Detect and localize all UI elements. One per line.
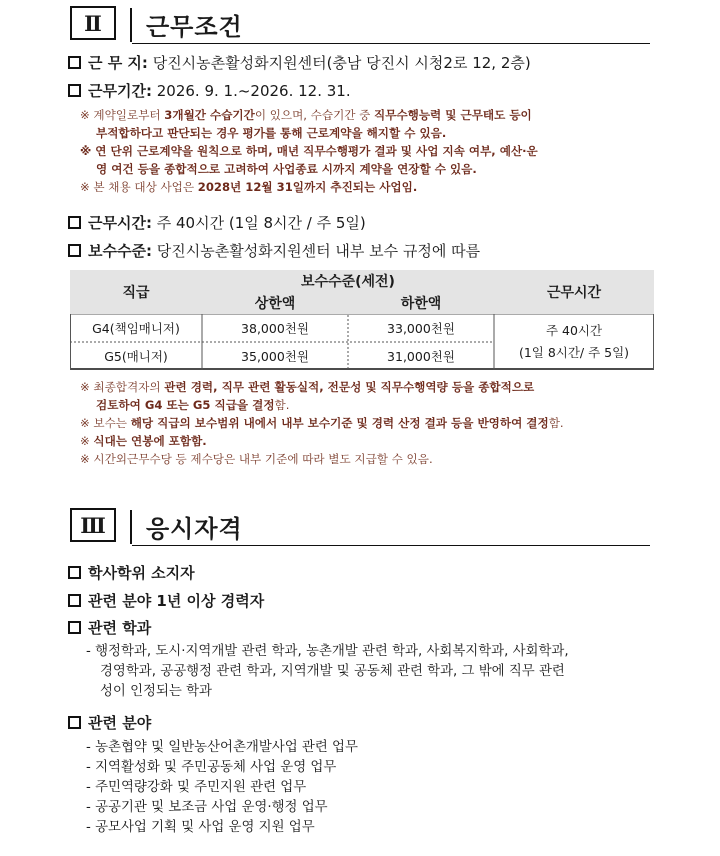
table-cell-hours: 주 40시간 (1일 8시간/ 주 5일) — [518, 322, 630, 360]
section-divider — [130, 8, 132, 42]
checkbox-square-icon — [68, 56, 81, 69]
probation-note: ※ 계약일로부터 3개월간 수습기간이 있으며, 수습기간 중 직무수행능력 및 근무태도 등이 부적합하다고 판단되는 경우 평가를 통해 근로계약을 해지할 수 있음. ※ 연 단위 근로계약을 원칙으로 하며, 매년 직무수행평가 결과 및 사업 지속 여부, 예산·운 영 여건 등을 종합적으로 고려하여 사업종료 시까지 계약을 연장할 수 있음. ※ 본 채용 대상 사업은 2028년 12월 31일까지 추진되는 사업임. — [80, 108, 538, 194]
qualification-degree: 학사학위 소지자 — [68, 562, 195, 583]
section-divider — [130, 510, 132, 544]
section-3-header — [70, 508, 650, 546]
table-cell-grade: G4(책임매니저) — [92, 321, 180, 336]
list-item: - 농촌협약 및 일반농산어촌개발사업 관련 업무 — [86, 740, 358, 755]
work-hours-value: 주 40시간 (1일 8시간 / 주 5일) — [156, 214, 366, 232]
checkbox-square-icon — [68, 84, 81, 97]
work-location-value: 당진시농촌활성화지원센터(충남 당진시 시청2로 12, 2층) — [152, 54, 531, 72]
qualification-major: 관련 학과 — [68, 617, 151, 638]
list-item: 성이 인정되는 학과 — [100, 684, 212, 699]
work-hours-row — [68, 212, 366, 233]
work-period-value: 2026. 9. 1.~2026. 12. 31. — [156, 82, 351, 100]
checkbox-square-icon — [68, 566, 81, 579]
table-cell-grade: G5(매니저) — [104, 348, 168, 364]
section-2-header — [70, 6, 650, 44]
table-cell-upper: 35,000천원 — [241, 348, 309, 364]
checkbox-square-icon — [68, 244, 81, 257]
checkbox-square-icon — [68, 716, 81, 729]
list-item: - 행정학과, 도시·지역개발 관련 학과, 농촌개발 관련 학과, 사회복지학과, 사회학과, — [86, 644, 569, 659]
col-header-upper: 상한액 — [202, 291, 348, 314]
pay-table — [70, 270, 654, 370]
list-item: - 공모사업 기획 및 사업 운영 지원 업무 — [86, 820, 315, 835]
checkbox-square-icon — [68, 621, 81, 634]
pay-level-row — [68, 240, 480, 261]
work-hours-label: 근무시간: — [88, 214, 152, 232]
list-item: - 공공기관 및 보조금 사업 운영·행정 업무 — [86, 800, 328, 815]
table-cell-lower: 33,000천원 — [387, 321, 455, 336]
majors-list — [86, 642, 569, 702]
work-period-row — [68, 80, 351, 101]
qualification-experience: 관련 분야 1년 이상 경력자 — [68, 590, 264, 611]
fields-list — [86, 738, 358, 838]
section-2-numeral: Ⅱ — [70, 6, 116, 40]
work-period-label: 근무기간: — [88, 82, 152, 100]
checkbox-square-icon — [68, 594, 81, 607]
work-location-row — [68, 52, 531, 73]
list-item: 경영학과, 공공행정 관련 학과, 지역개발 및 공동체 관련 학과, 그 밖에 직무 관련 — [100, 664, 565, 679]
section-underline — [132, 43, 650, 45]
col-header-lower: 하한액 — [348, 291, 494, 314]
pay-level-value: 당진시농촌활성화지원센터 내부 보수 규정에 따름 — [156, 242, 481, 260]
col-header-grade: 직급 — [70, 270, 202, 314]
list-item: - 지역활성화 및 주민공동체 사업 운영 업무 — [86, 760, 337, 775]
checkbox-square-icon — [68, 216, 81, 229]
pay-notes: ※ 최종합격자의 관련 경력, 직무 관련 활동실적, 전문성 및 직무수행역량 등을 종합적으로 검토하여 G4 또는 G5 직급을 결정함. ※ 보수는 해당 직급의 보수범위 내에서 내부 보수기준 및 경력 산정 결과 등을 반영하여 결정함. ※ 식대는 연봉에 포함함. ※ 시간외근무수당 등 제수당은 내부 기준에 따라 별도 지급할 수 있음. — [80, 380, 564, 466]
section-underline — [132, 545, 650, 547]
section-3-numeral: Ⅲ — [70, 508, 116, 542]
section-3-title: 응시자격 — [146, 515, 243, 543]
col-header-pay: 보수수준(세전) — [202, 270, 494, 291]
table-cell-lower: 31,000천원 — [387, 348, 455, 364]
qualification-field: 관련 분야 — [68, 712, 151, 733]
col-header-hours: 근무시간 — [494, 270, 654, 314]
pay-level-label: 보수수준: — [88, 242, 152, 260]
work-location-label: 근 무 지: — [88, 54, 148, 72]
section-2-title: 근무조건 — [146, 13, 243, 41]
table-cell-upper: 38,000천원 — [241, 321, 309, 336]
list-item: - 주민역량강화 및 주민지원 관련 업무 — [86, 780, 307, 795]
